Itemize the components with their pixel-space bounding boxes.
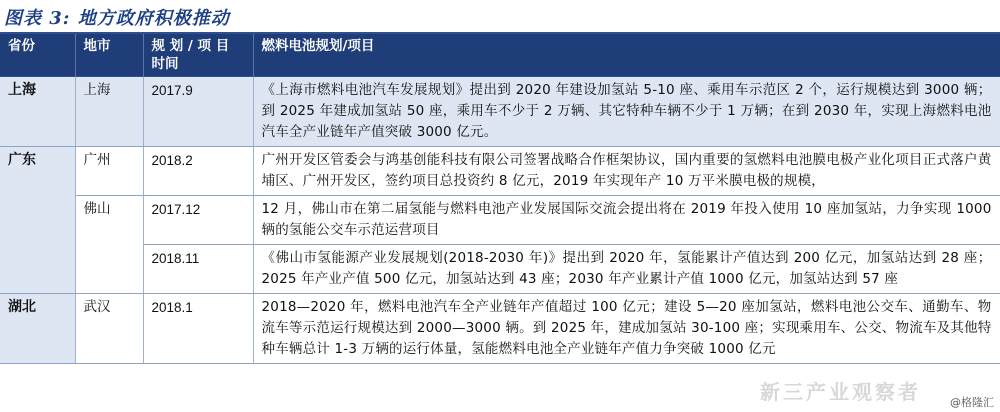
time-cell: 2018.1 [143,294,253,364]
city-cell: 广州 [75,147,143,196]
plan-cell: 12 月，佛山市在第二届氢能与燃料电池产业发展国际交流会提出将在 2019 年投入使用 10 座加氢站，力争实现 1000 辆的氢能公交车示范运营项目 [253,196,1000,245]
plan-cell: 2018—2020 年，燃料电池汽车全产业链年产值超过 100 亿元；建设 5—20 座加氢站，燃料电池公交车、通勤车、物流车等示范运行规模达到 2000—3000 辆。到 2025 年，建成加氢站 30-100 座；实现乘用车、公交、物流车及其他特种车辆总计 1-3 万辆的运行体量，氢能燃料电池全产业链年产值力争突破 1000 亿元 [253,294,1000,364]
city-cell: 武汉 [75,294,143,364]
policy-table [0,34,1000,364]
time-cell: 2017.12 [143,196,253,245]
plan-cell: 《上海市燃料电池汽车发展规划》提出到 2020 年建设加氢站 5-10 座、乘用车示范区 2 个，运行规模达到 3000 辆；到 2025 年建成加氢站 50 座，乘用车不少于 2 万辆、其它特种车辆不少于 1 万辆；在到 2030 年，实现上海燃料电池汽车全产业链年产值突破 3000 亿元。 [253,77,1000,147]
province-cell: 湖北 [0,294,75,364]
table-row [0,294,1000,364]
table-row [0,147,1000,196]
watermark-logo: 新三产业观察者 [760,380,921,404]
table-row [0,196,1000,245]
table-row [0,245,1000,294]
watermark: @格隆汇 [950,396,994,409]
province-cell: 广东 [0,147,75,294]
plan-cell: 广州开发区管委会与鸿基创能科技有限公司签署战略合作框架协议，国内重要的氢燃料电池膜电极产业化项目正式落户黄埔区、广州开发区，签约项目总投资约 8 亿元，2019 年实现年产 10 万平米膜电极的规模， [253,147,1000,196]
time-cell: 2017.9 [143,77,253,147]
plan-cell: 《佛山市氢能源产业发展规划(2018-2030 年)》提出到 2020 年，氢能累计产值达到 200 亿元，加氢站达到 28 座；2025 年产业产值 500 亿元，加氢站达到 43 座；2030 年产业累计产值 1000 亿元，加氢站达到 57 座 [253,245,1000,294]
header-city: 地市 [75,34,143,77]
table-header-row [0,34,1000,77]
time-cell: 2018.11 [143,245,253,294]
header-time: 规 划 / 项 目 时间 [143,34,253,77]
city-cell: 上海 [75,77,143,147]
header-province: 省份 [0,34,75,77]
table-row [0,77,1000,147]
city-cell: 佛山 [75,196,143,294]
time-cell: 2018.2 [143,147,253,196]
title-bar [0,0,1000,34]
province-cell: 上海 [0,77,75,147]
table-title: 图表 3: 地方政府积极推动 [4,8,230,29]
header-plan: 燃料电池规划/项目 [253,34,1000,77]
